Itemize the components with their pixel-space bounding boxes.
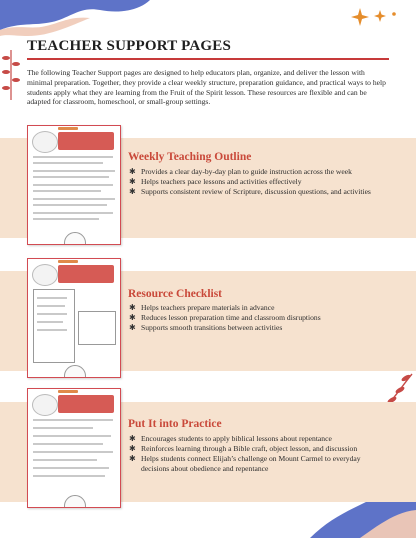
resource-checklist-page-thumbnail	[27, 258, 121, 378]
list-item: ✱ Provides a clear day-by-day plan to guide instruction across the week	[129, 167, 352, 176]
asterisk-bullet-icon: ✱	[129, 167, 136, 176]
top-right-sparkle-icon	[350, 6, 400, 28]
list-item: ✱ Helps teachers pace lessons and activities effectively	[129, 177, 302, 187]
list-item: ✱ Reinforces learning through a Bible craft, object lesson, and discussion	[129, 444, 358, 454]
resource-checklist-bullet-list	[128, 303, 390, 333]
thumbnail-checklist-box	[33, 289, 75, 363]
asterisk-bullet-icon: ✱	[129, 444, 136, 454]
asterisk-bullet-icon: ✱	[129, 187, 136, 197]
title-divider	[27, 58, 389, 60]
list-item: ✱ Helps students connect Elijah’s challenge on Mount Carmel to everyday decisions about obedience and repentance	[129, 454, 361, 473]
list-item: ✱ Supports smooth transitions between activities	[129, 323, 283, 333]
page-title: TEACHER SUPPORT PAGES	[27, 38, 231, 54]
thumbnail-title-banner	[58, 132, 114, 150]
section-title-put-into-practice: Put It into Practice	[128, 418, 222, 430]
list-item: ✱ Reduces lesson preparation time and classroom disruptions	[129, 313, 321, 323]
left-leaf-branch-icon	[2, 50, 20, 100]
asterisk-bullet-icon: ✱	[129, 313, 136, 323]
list-item: ✱ Supports consistent review of Scripture, discussion questions, and activities	[129, 187, 371, 197]
intro-paragraph: The following Teacher Support pages are designed to help educators plan, organize, and deliver the lesson with minimal preparation. Together, they provide a clear weekly structure, preparation guidance, and practical ways to help students apply what they are learning from the Fruit of the Spirit lesson. These resources are flexible and can be adapted for classroom, homeschool, or small-group settings.	[27, 68, 386, 107]
weekly-outline-bullet-list	[128, 167, 390, 197]
put-into-practice-bullet-list	[128, 434, 390, 474]
asterisk-bullet-icon: ✱	[129, 434, 136, 443]
put-into-practice-page-thumbnail	[27, 388, 121, 508]
asterisk-bullet-icon: ✱	[129, 454, 136, 464]
asterisk-bullet-icon: ✱	[129, 303, 136, 312]
thumbnail-notes-box	[78, 311, 116, 345]
list-item: ✱ Encourages students to apply biblical lessons about repentance	[129, 434, 332, 443]
thumbnail-heading-circle	[32, 131, 58, 153]
section-title-resource-checklist: Resource Checklist	[128, 288, 223, 300]
thumbnail-tag	[58, 127, 78, 130]
asterisk-bullet-icon: ✱	[129, 177, 136, 187]
asterisk-bullet-icon: ✱	[129, 323, 136, 333]
section-title-weekly-outline: Weekly Teaching Outline	[128, 151, 252, 163]
list-item: ✱ Helps teachers prepare materials in advance	[129, 303, 275, 312]
weekly-outline-page-thumbnail	[27, 125, 121, 245]
